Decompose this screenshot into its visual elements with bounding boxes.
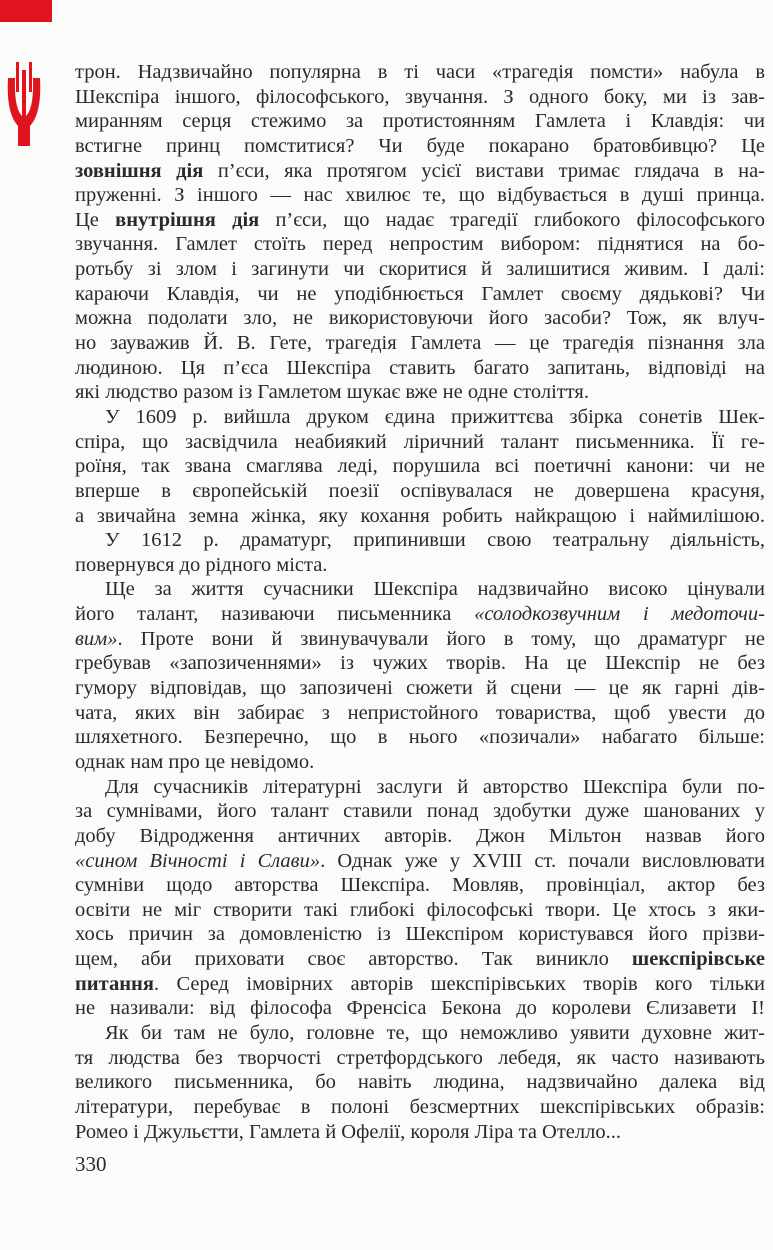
bold-term: питання bbox=[75, 972, 154, 995]
text-segment: шляхетного. Безперечно, що в нього «позичали» набагато більше: bbox=[75, 726, 765, 749]
text-segment: звучання. Гамлет стоїть перед непростим вибором: піднятися на бо- bbox=[75, 233, 765, 256]
text-line bbox=[75, 405, 765, 430]
text-line bbox=[75, 701, 765, 726]
text-segment: можна подолати зло, не використовуючи його засоби? Тож, як влуч- bbox=[75, 307, 765, 330]
page-number: 330 bbox=[75, 1152, 107, 1176]
text-line bbox=[75, 208, 765, 233]
bold-term: зовнішня дія bbox=[75, 159, 204, 182]
text-line bbox=[75, 85, 765, 110]
text-line bbox=[75, 1070, 765, 1095]
text-segment: за сумнівами, його талант ставили понад здобутки дуже шанованих у bbox=[75, 800, 765, 823]
text-line bbox=[75, 972, 765, 997]
text-segment: Як би там не було, головне те, що неможливо уявити духовне жит- bbox=[105, 1021, 765, 1044]
italic-quote: «сином Вічності і Слави» bbox=[75, 849, 321, 872]
text-segment: миранням серця стежимо за протистоянням Гамлета і Клавдія: чи bbox=[75, 110, 765, 133]
text-segment: повернувся до рідного міста. bbox=[75, 553, 328, 576]
text-line bbox=[75, 159, 765, 184]
text-segment: . Однак уже у XVIII ст. почали висловлювати bbox=[320, 849, 765, 872]
text-segment: Шекспіра іншого, філософського, звучання. З одного боку, ми із зав- bbox=[75, 85, 765, 108]
text-segment: не називали: від філософа Френсіса Бекона до королеви Єлизавети I! bbox=[75, 997, 765, 1020]
text-line bbox=[75, 676, 765, 701]
text-line bbox=[75, 232, 765, 257]
text-segment: гребував «запозиченнями» із чужих творів. На це Шекспір не без bbox=[75, 652, 765, 675]
text-segment: ротьбу зі злом і загинути чи скоритися й залишитися живим. І далі: bbox=[75, 258, 765, 281]
text-segment: літератури, перебуває в полоні безсмертних шекспірівських образів: bbox=[75, 1095, 765, 1118]
text-segment: його талант, називаючи письменника bbox=[75, 603, 475, 626]
text-line bbox=[75, 356, 765, 381]
text-line bbox=[75, 380, 765, 405]
text-segment: чата, яких він забирає з непристойного товариства, щоб увести до bbox=[75, 701, 765, 724]
text-line bbox=[75, 750, 765, 775]
text-line bbox=[75, 454, 765, 479]
text-line bbox=[75, 1046, 765, 1071]
text-line bbox=[75, 947, 765, 972]
text-segment: гумору відповідав, що запозичені сюжети й сцени — це як гарні дів- bbox=[75, 677, 765, 700]
text-line bbox=[75, 651, 765, 676]
text-segment: щем, аби приховати своє авторство. Так виникло bbox=[75, 948, 632, 971]
text-line bbox=[75, 504, 765, 529]
text-line bbox=[75, 134, 765, 159]
text-segment: Ромео і Джульєтти, Гамлета й Офелії, короля Ліра та Отелло... bbox=[75, 1120, 621, 1143]
text-segment: роїня, так звана смаглява леді, порушила всі поетичні канони: чи не bbox=[75, 455, 765, 478]
text-line bbox=[75, 725, 765, 750]
text-segment: . Серед імовірних авторів шекспірівських творів кого тільки bbox=[153, 972, 765, 995]
text-segment: які людство разом із Гамлетом шукає вже не одне століття. bbox=[75, 381, 589, 404]
text-line bbox=[75, 996, 765, 1021]
text-line bbox=[75, 109, 765, 134]
text-line bbox=[75, 577, 765, 602]
text-line bbox=[75, 898, 765, 923]
text-line bbox=[75, 430, 765, 455]
text-segment: однак нам про це невідомо. bbox=[75, 750, 315, 773]
text-segment: великого письменника, бо навіть людина, надзвичайно далека від bbox=[75, 1071, 765, 1094]
text-segment: вперше в європейській поезії оспівувалася не довершена красуня, bbox=[75, 479, 765, 502]
text-line bbox=[75, 602, 765, 627]
text-segment: спіра, що засвідчила неабиякий ліричний талант письменника. Її ге- bbox=[75, 430, 765, 453]
text-segment: пруженні. З іншого — нас хвилює те, що відбувається в душі принца. bbox=[75, 184, 765, 207]
lyre-icon bbox=[4, 58, 44, 148]
text-segment: Це bbox=[75, 208, 116, 231]
text-line bbox=[75, 1120, 765, 1145]
text-segment: п’єси, яка протягом усієї вистави тримає глядача в на- bbox=[203, 159, 765, 182]
text-line bbox=[75, 1095, 765, 1120]
text-line bbox=[75, 479, 765, 504]
bold-term: внутрішня дія bbox=[115, 208, 260, 231]
text-segment: У 1612 р. драматург, припинивши свою театральну діяльність, bbox=[105, 529, 765, 552]
text-line bbox=[75, 775, 765, 800]
body-text bbox=[75, 60, 765, 1144]
text-segment: п’єси, що надає трагедії глибокого філософського bbox=[259, 208, 766, 231]
text-segment: У 1609 р. вийшла друком єдина прижиттєва збірка сонетів Шек- bbox=[105, 405, 765, 428]
text-line bbox=[75, 849, 765, 874]
text-segment: освіти не міг створити такі глибокі філософські твори. Це хтось з яки- bbox=[75, 898, 765, 921]
text-segment: трон. Надзвичайно популярна в ті часи «трагедія помсти» набула в bbox=[75, 61, 765, 83]
text-segment: встигне принц помститися? Чи буде покарано братовбивцю? Це bbox=[75, 134, 765, 157]
text-segment: сумніви щодо авторства Шекспіра. Мовляв, провінціал, актор без bbox=[75, 874, 765, 897]
text-segment: Ще за життя сучасники Шекспіра надзвичайно високо цінували bbox=[105, 578, 765, 601]
text-segment: караючи Клавдія, чи не уподібнюється Гамлет своєму дядькові? Чи bbox=[75, 282, 765, 305]
text-line bbox=[75, 553, 765, 578]
text-line bbox=[75, 306, 765, 331]
text-line bbox=[75, 799, 765, 824]
text-line bbox=[75, 331, 765, 356]
text-segment: хось причин за домовленістю із Шекспіром користувався його прізви- bbox=[75, 923, 765, 946]
text-segment: а звичайна земна жінка, яку кохання робить найкращою і наймилішою. bbox=[75, 504, 765, 527]
text-segment: Для сучасників літературні заслуги й авторство Шекспіра були по- bbox=[105, 775, 765, 798]
text-segment: людиною. Ця п’єса Шекспіра ставить багато запитань, відповіді на bbox=[75, 356, 765, 379]
text-line bbox=[75, 922, 765, 947]
text-line bbox=[75, 282, 765, 307]
text-line bbox=[75, 528, 765, 553]
bold-term: шекспірівське bbox=[631, 948, 765, 971]
red-corner-tab bbox=[0, 0, 52, 22]
text-line bbox=[75, 1021, 765, 1046]
text-segment: но зауважив Й. В. Гете, трагедія Гамлета — це трагедія пізнання зла bbox=[75, 332, 765, 355]
text-segment: . Проте вони й звинувачували його в тому, що драматург не bbox=[117, 627, 765, 650]
italic-quote: вим» bbox=[75, 627, 118, 650]
text-line bbox=[75, 873, 765, 898]
text-line bbox=[75, 257, 765, 282]
text-line bbox=[75, 824, 765, 849]
text-segment: добу Відродження античних авторів. Джон Мільтон назвав його bbox=[75, 824, 765, 847]
text-line bbox=[75, 627, 765, 652]
text-line bbox=[75, 60, 765, 85]
text-line bbox=[75, 183, 765, 208]
italic-quote: «солодкозвучним і медоточи- bbox=[474, 603, 765, 626]
text-segment: тя людства без творчості стретфордського лебедя, як часто називають bbox=[75, 1046, 765, 1069]
